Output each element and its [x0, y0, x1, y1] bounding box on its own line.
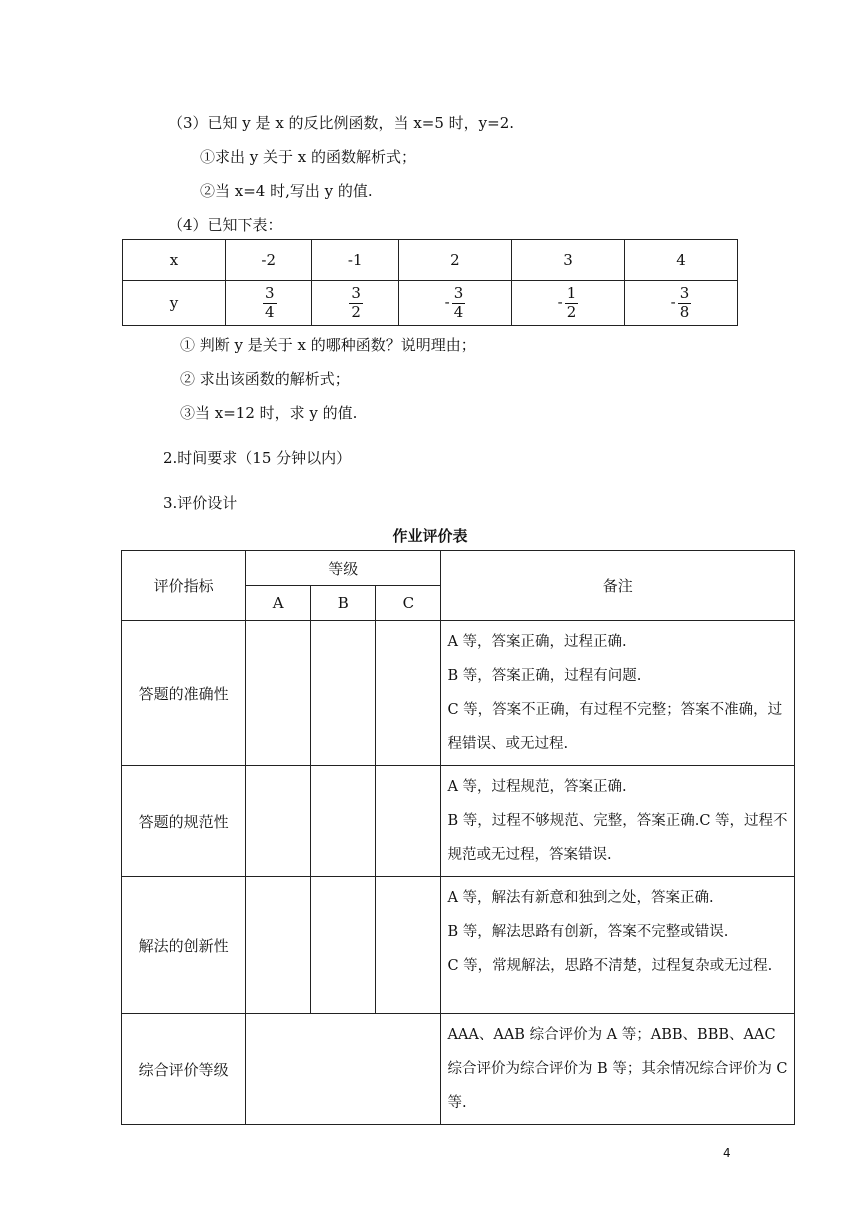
q4-intro: （4）已知下表：	[168, 216, 283, 234]
x-cell: 4	[624, 240, 737, 281]
grade-cell-merged	[246, 1014, 441, 1125]
q4-sub2: ② 求出该函数的解析式；	[180, 370, 350, 388]
section-time: 2.时间要求（15 分钟以内）	[163, 449, 352, 467]
note-line: AAA、AAB 综合评价为 A 等；ABB、BBB、AAC 综合评价为综合评价为 B 等；其余情况综合评价为 C 等.	[447, 1027, 788, 1111]
q3-sub2: ②当 x=4 时,写出 y 的值.	[200, 182, 373, 200]
y-header: y	[123, 281, 226, 326]
eval-row	[122, 621, 795, 766]
fraction: $\frac{3}{4}$	[264, 283, 275, 321]
note-line: B 等，答案正确，过程有问题.	[447, 668, 642, 684]
page-number: 4	[723, 1146, 731, 1160]
grade-cell	[246, 621, 311, 766]
indicator-cell: 答题的准确性	[122, 621, 246, 766]
grade-a: A	[246, 586, 311, 621]
q4-sub3: ③当 x=12 时，求 y 的值.	[180, 404, 358, 422]
col-indicator: 评价指标	[122, 551, 246, 621]
eval-table	[121, 550, 795, 1125]
indicator-cell: 答题的规范性	[122, 766, 246, 877]
x-header: x	[123, 240, 226, 281]
fraction: $\frac{3}{2}$	[351, 283, 361, 321]
y-cell: - $\frac{1}{2}$	[511, 281, 624, 326]
section-eval: 3.评价设计	[163, 494, 238, 512]
grade-cell	[311, 877, 376, 1014]
x-row	[123, 240, 738, 281]
note-line: A 等，答案正确，过程正确.	[447, 634, 627, 650]
x-cell: 2	[398, 240, 511, 281]
note-line: A 等，过程规范，答案正确.	[447, 779, 627, 795]
y-cell: - $\frac{3}{8}$	[624, 281, 737, 326]
eval-row	[122, 877, 795, 1014]
eval-row	[122, 1014, 795, 1125]
grade-cell	[246, 766, 311, 877]
eval-table-title: 作业评价表	[392, 527, 468, 545]
value-table	[122, 239, 738, 326]
eval-row	[122, 766, 795, 877]
fraction: $\frac{3}{8}$	[679, 283, 690, 321]
fraction: $\frac{1}{2}$	[566, 283, 577, 321]
grade-cell	[376, 621, 441, 766]
x-cell: 3	[511, 240, 624, 281]
note-line: A 等，解法有新意和独到之处，答案正确.	[447, 890, 714, 906]
grade-b: B	[311, 586, 376, 621]
y-cell	[312, 281, 398, 326]
eval-header-row	[122, 551, 795, 586]
indicator-cell: 综合评价等级	[122, 1014, 246, 1125]
y-cell: - $\frac{3}{4}$	[398, 281, 511, 326]
notes-cell	[441, 621, 795, 766]
q3-sub1: ①求出 y 关于 x 的函数解析式；	[200, 148, 417, 166]
note-line: C 等，常规解法，思路不清楚，过程复杂或无过程.	[447, 958, 773, 974]
y-row	[123, 281, 738, 326]
grade-cell	[246, 877, 311, 1014]
grade-cell	[376, 766, 441, 877]
x-cell: -2	[226, 240, 312, 281]
indicator-cell: 解法的创新性	[122, 877, 246, 1014]
grade-c: C	[376, 586, 441, 621]
fraction: $\frac{3}{4}$	[453, 283, 464, 321]
x-cell: -1	[312, 240, 398, 281]
grade-cell	[311, 766, 376, 877]
grade-cell	[376, 877, 441, 1014]
notes-cell	[441, 877, 795, 1014]
note-line: C 等，答案不正确，有过程不完整；答案不准确，过程错误、或无过程.	[447, 702, 783, 752]
notes-cell	[441, 766, 795, 877]
note-line: B 等，过程不够规范、完整，答案正确.C 等，过程不规范或无过程，答案错误.	[447, 813, 788, 863]
q4-sub1: ① 判断 y 是关于 x 的哪种函数？说明理由；	[180, 336, 476, 354]
col-grade: 等级	[246, 551, 441, 586]
y-cell	[226, 281, 312, 326]
q3-intro: （3）已知 y 是 x 的反比例函数，当 x=5 时，y=2.	[168, 114, 515, 132]
col-notes: 备注	[441, 551, 795, 621]
notes-cell	[441, 1014, 795, 1125]
grade-cell	[311, 621, 376, 766]
note-line: B 等，解法思路有创新，答案不完整或错误.	[447, 924, 729, 940]
